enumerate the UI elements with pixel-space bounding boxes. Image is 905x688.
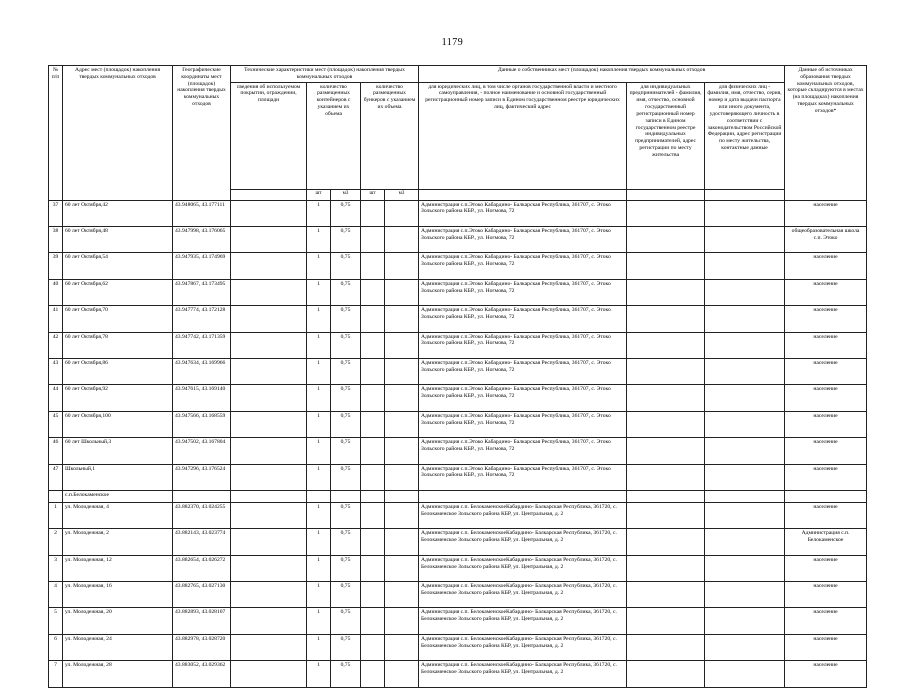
row-container-count: 1 bbox=[307, 332, 331, 358]
row-waste-source: общеобразовательная школа с.п. Этоко bbox=[785, 227, 867, 253]
table-row bbox=[49, 200, 867, 226]
row-number: 5 bbox=[49, 608, 63, 634]
header-bunkers: количество размещенных бункеров с указанием их объема bbox=[361, 82, 419, 189]
row-owner-ip bbox=[627, 555, 705, 581]
row-container-volume: 0,75 bbox=[331, 661, 361, 687]
row-number: 2 bbox=[49, 529, 63, 555]
row-address: ул. Молодежная, 24 bbox=[63, 634, 173, 660]
table-row bbox=[49, 634, 867, 660]
header-individuals: для физических лиц - фамилия, имя, отчество, серия, номер и дата выдачи паспорта или иного документа, удостоверяющего личность в соответствии с законодательством Российской Федерации, адрес регистрации по месту жительства, контактные данные bbox=[705, 82, 785, 189]
row-owner-ip bbox=[627, 227, 705, 253]
header-surface-unit bbox=[231, 189, 307, 200]
row-container-count: 1 bbox=[307, 582, 331, 608]
row-owner-ip bbox=[627, 279, 705, 305]
table-row bbox=[49, 332, 867, 358]
row-surface bbox=[231, 582, 307, 608]
row-owner-legal: Администрация с.п. БелокаменскоеКабардино- Балкарская Республика, 361720, с. Белокаменское Зольского района КБР, ул. Центральная, д. 2 bbox=[419, 608, 627, 634]
row-owner-ip bbox=[627, 306, 705, 332]
row-waste-source: население bbox=[785, 661, 867, 687]
row-number: 3 bbox=[49, 555, 63, 581]
section-empty-cell bbox=[361, 490, 385, 502]
row-address: 60 лет Октября,42 bbox=[63, 200, 173, 226]
row-owner-individual bbox=[705, 608, 785, 634]
row-owner-individual bbox=[705, 358, 785, 384]
row-owner-ip bbox=[627, 332, 705, 358]
row-container-count: 1 bbox=[307, 555, 331, 581]
row-waste-source: население bbox=[785, 608, 867, 634]
row-address: 60 лет Октября,54 bbox=[63, 253, 173, 279]
table-row bbox=[49, 279, 867, 305]
row-bunker-volume bbox=[385, 358, 419, 384]
row-address: Школьный,1 bbox=[63, 464, 173, 490]
row-bunker-volume bbox=[385, 306, 419, 332]
row-owner-legal: Администрация с.п. БелокаменскоеКабардино- Балкарская Республика, 361720, с. Белокаменское Зольского района КБР, ул. Центральная, д. 2 bbox=[419, 582, 627, 608]
row-owner-legal: Администрация с.п.Этоко Кабардино- Балкарская Республика, 361707, с. Этоко Зольского района КБР., ул. Ногмова, 72 bbox=[419, 464, 627, 490]
header-technical: Технические характеристики мест (площадок) накопления твердых коммунальных отходов bbox=[231, 66, 419, 83]
header-num: № п/п bbox=[49, 66, 63, 201]
row-waste-source: население bbox=[785, 464, 867, 490]
row-number: 43 bbox=[49, 358, 63, 384]
row-waste-source: население bbox=[785, 306, 867, 332]
row-container-volume: 0,75 bbox=[331, 306, 361, 332]
row-owner-legal: Администрация с.п.Этоко Кабардино- Балкарская Республика, 361707, с. Этоко Зольского района КБР., ул. Ногмова, 72 bbox=[419, 385, 627, 411]
table-row bbox=[49, 438, 867, 464]
row-surface bbox=[231, 634, 307, 660]
row-container-count: 1 bbox=[307, 200, 331, 226]
row-bunker-count bbox=[361, 279, 385, 305]
row-bunker-volume bbox=[385, 529, 419, 555]
row-surface bbox=[231, 306, 307, 332]
row-bunker-count bbox=[361, 634, 385, 660]
header-address: Адрес мест (площадок) накопления твердых коммунальных отходов bbox=[63, 66, 173, 201]
row-bunker-count bbox=[361, 529, 385, 555]
row-number: 1 bbox=[49, 502, 63, 528]
row-waste-source: население bbox=[785, 411, 867, 437]
row-owner-legal: Администрация с.п. БелокаменскоеКабардино- Балкарская Республика, 361720, с. Белокаменское Зольского района КБР, ул. Центральная, д. 2 bbox=[419, 529, 627, 555]
row-container-count: 1 bbox=[307, 227, 331, 253]
header-surface: сведения об используемом покрытии, ограждении, площади bbox=[231, 82, 307, 189]
row-bunker-volume bbox=[385, 438, 419, 464]
row-address: 60 лет Октября,48 bbox=[63, 227, 173, 253]
table-row bbox=[49, 529, 867, 555]
row-bunker-volume bbox=[385, 464, 419, 490]
row-number: 37 bbox=[49, 200, 63, 226]
row-owner-individual bbox=[705, 227, 785, 253]
row-container-count: 1 bbox=[307, 608, 331, 634]
row-coordinates: 43.882370, 43.024255 bbox=[173, 502, 231, 528]
row-container-count: 1 bbox=[307, 634, 331, 660]
header-bunkers-m3: м3 bbox=[385, 189, 419, 200]
row-owner-ip bbox=[627, 358, 705, 384]
header-ip-unit bbox=[627, 189, 705, 200]
row-container-count: 1 bbox=[307, 279, 331, 305]
row-address: ул. Молодежная, 28 bbox=[63, 661, 173, 687]
row-number: 42 bbox=[49, 332, 63, 358]
row-container-count: 1 bbox=[307, 661, 331, 687]
row-owner-legal: Администрация с.п.Этоко Кабардино- Балкарская Республика, 361707, с. Этоко Зольского района КБР., ул. Ногмова, 72 bbox=[419, 438, 627, 464]
row-number: 47 bbox=[49, 464, 63, 490]
row-number: 38 bbox=[49, 227, 63, 253]
row-owner-legal: Администрация с.п. БелокаменскоеКабардино- Балкарская Республика, 361720, с. Белокаменское Зольского района КБР, ул. Центральная, д. 2 bbox=[419, 555, 627, 581]
row-owner-individual bbox=[705, 253, 785, 279]
row-number: 6 bbox=[49, 634, 63, 660]
row-bunker-count bbox=[361, 661, 385, 687]
row-owner-legal: Администрация с.п. БелокаменскоеКабардино- Балкарская Республика, 361720, с. Белокаменское Зольского района КБР, ул. Центральная, д. 2 bbox=[419, 634, 627, 660]
row-bunker-count bbox=[361, 608, 385, 634]
row-owner-ip bbox=[627, 661, 705, 687]
row-waste-source: население bbox=[785, 358, 867, 384]
row-coordinates: 43.882654, 43.026272 bbox=[173, 555, 231, 581]
row-container-volume: 0,75 bbox=[331, 279, 361, 305]
row-bunker-count bbox=[361, 438, 385, 464]
row-bunker-volume bbox=[385, 502, 419, 528]
row-bunker-volume bbox=[385, 200, 419, 226]
row-waste-source: население bbox=[785, 385, 867, 411]
row-surface bbox=[231, 502, 307, 528]
row-owner-individual bbox=[705, 385, 785, 411]
header-containers-m3: м3 bbox=[331, 189, 361, 200]
section-empty-cell bbox=[785, 490, 867, 502]
section-empty-cell bbox=[331, 490, 361, 502]
table-row bbox=[49, 253, 867, 279]
row-waste-source: население bbox=[785, 502, 867, 528]
row-number: 41 bbox=[49, 306, 63, 332]
row-container-volume: 0,75 bbox=[331, 582, 361, 608]
table-row bbox=[49, 555, 867, 581]
row-owner-individual bbox=[705, 529, 785, 555]
section-title: с.п.Белокаменское bbox=[63, 490, 173, 502]
row-owner-individual bbox=[705, 661, 785, 687]
header-owners: Данные о собственниках мест (площадок) накопления твердых коммунальных отходов bbox=[419, 66, 785, 83]
row-owner-ip bbox=[627, 411, 705, 437]
row-container-count: 1 bbox=[307, 529, 331, 555]
row-container-volume: 0,75 bbox=[331, 464, 361, 490]
row-container-volume: 0,75 bbox=[331, 227, 361, 253]
row-bunker-count bbox=[361, 332, 385, 358]
row-owner-individual bbox=[705, 306, 785, 332]
row-surface bbox=[231, 227, 307, 253]
row-address: 60 лет Октября,100 bbox=[63, 411, 173, 437]
row-bunker-volume bbox=[385, 634, 419, 660]
row-surface bbox=[231, 332, 307, 358]
row-container-count: 1 bbox=[307, 411, 331, 437]
section-empty-cell bbox=[705, 490, 785, 502]
row-owner-individual bbox=[705, 438, 785, 464]
row-owner-individual bbox=[705, 634, 785, 660]
row-coordinates: 43.882978, 43.028720 bbox=[173, 634, 231, 660]
row-container-volume: 0,75 bbox=[331, 502, 361, 528]
row-container-volume: 0,75 bbox=[331, 358, 361, 384]
section-empty-cell bbox=[307, 490, 331, 502]
row-address: 60 лет Октября,70 bbox=[63, 306, 173, 332]
row-bunker-volume bbox=[385, 411, 419, 437]
row-address: 60 лет Школьный,3 bbox=[63, 438, 173, 464]
section-empty-cell bbox=[385, 490, 419, 502]
row-owner-ip bbox=[627, 582, 705, 608]
row-surface bbox=[231, 411, 307, 437]
table-row bbox=[49, 464, 867, 490]
header-bunkers-pcs: шт bbox=[361, 189, 385, 200]
row-address: ул. Молодежная, 20 bbox=[63, 608, 173, 634]
row-owner-individual bbox=[705, 582, 785, 608]
row-waste-source: население bbox=[785, 634, 867, 660]
row-bunker-count bbox=[361, 385, 385, 411]
row-bunker-volume bbox=[385, 227, 419, 253]
row-owner-legal: Администрация с.п.Этоко Кабардино- Балкарская Республика, 361707, с. Этоко Зольского района КБР., ул. Ногмова, 72 bbox=[419, 332, 627, 358]
section-empty-cell bbox=[419, 490, 627, 502]
row-container-volume: 0,75 bbox=[331, 634, 361, 660]
row-coordinates: 43.883052, 43.029362 bbox=[173, 661, 231, 687]
header-legal-entities: для юридических лиц, в том числе органов государственной власти и местного самоуправления, - полное наименование и основной государственный регистрационный номер записи в Едином государственном реестре юридических лиц, фактический адрес bbox=[419, 82, 627, 189]
row-bunker-count bbox=[361, 358, 385, 384]
row-owner-legal: Администрация с.п. БелокаменскоеКабардино- Балкарская Республика, 361720, с. Белокаменское Зольского района КБР, ул. Центральная, д. 2 bbox=[419, 502, 627, 528]
row-number: 40 bbox=[49, 279, 63, 305]
row-address: ул. Молодежная, 2 bbox=[63, 529, 173, 555]
row-bunker-count bbox=[361, 227, 385, 253]
row-owner-legal: Администрация с.п.Этоко Кабардино- Балкарская Республика, 361707, с. Этоко Зольского района КБР., ул. Ногмова, 72 bbox=[419, 227, 627, 253]
row-address: 60 лет Октября,62 bbox=[63, 279, 173, 305]
row-owner-individual bbox=[705, 464, 785, 490]
row-container-count: 1 bbox=[307, 358, 331, 384]
row-bunker-count bbox=[361, 253, 385, 279]
row-owner-legal: Администрация с.п.Этоко Кабардино- Балкарская Республика, 361707, с. Этоко Зольского района КБР., ул. Ногмова, 72 bbox=[419, 306, 627, 332]
row-coordinates: 43.947502, 43.167804 bbox=[173, 438, 231, 464]
row-bunker-volume bbox=[385, 253, 419, 279]
row-container-volume: 0,75 bbox=[331, 438, 361, 464]
row-waste-source: население bbox=[785, 279, 867, 305]
table-row bbox=[49, 582, 867, 608]
table-row bbox=[49, 227, 867, 253]
row-number: 39 bbox=[49, 253, 63, 279]
section-empty-cell bbox=[231, 490, 307, 502]
row-coordinates: 43.882765, 43.027130 bbox=[173, 582, 231, 608]
row-coordinates: 43.882893, 43.028107 bbox=[173, 608, 231, 634]
row-address: 60 лет Октября,78 bbox=[63, 332, 173, 358]
table-row bbox=[49, 385, 867, 411]
row-address: 60 лет Октября,86 bbox=[63, 358, 173, 384]
page-number: 1179 bbox=[441, 37, 464, 48]
row-container-count: 1 bbox=[307, 253, 331, 279]
row-surface bbox=[231, 529, 307, 555]
row-address: ул. Молодежная, 16 bbox=[63, 582, 173, 608]
row-owner-legal: Администрация с.п.Этоко Кабардино- Балкарская Республика, 361707, с. Этоко Зольского района КБР., ул. Ногмова, 72 bbox=[419, 358, 627, 384]
row-container-volume: 0,75 bbox=[331, 200, 361, 226]
row-coordinates: 43.947296, 43.176524 bbox=[173, 464, 231, 490]
row-waste-source: население bbox=[785, 332, 867, 358]
row-container-volume: 0,75 bbox=[331, 608, 361, 634]
row-surface bbox=[231, 661, 307, 687]
row-bunker-count bbox=[361, 582, 385, 608]
row-coordinates: 43.947634, 43.169966 bbox=[173, 358, 231, 384]
row-container-volume: 0,75 bbox=[331, 385, 361, 411]
row-coordinates: 43.947566, 43.168559 bbox=[173, 411, 231, 437]
row-coordinates: 43.882143, 43.023774 bbox=[173, 529, 231, 555]
header-coordinates: Географические координаты мест (площадок) накопления твердых коммунальных отходов bbox=[173, 66, 231, 201]
table-row bbox=[49, 411, 867, 437]
row-bunker-volume bbox=[385, 332, 419, 358]
row-owner-legal: Администрация с.п. БелокаменскоеКабардино- Балкарская Республика, 361720, с. Белокаменское Зольского района КБР, ул. Центральная, д. 2 bbox=[419, 661, 627, 687]
row-container-volume: 0,75 bbox=[331, 529, 361, 555]
row-number: 4 bbox=[49, 582, 63, 608]
row-number: 46 bbox=[49, 438, 63, 464]
row-owner-legal: Администрация с.п.Этоко Кабардино- Балкарская Республика, 361707, с. Этоко Зольского района КБР., ул. Ногмова, 72 bbox=[419, 411, 627, 437]
table-row bbox=[49, 661, 867, 687]
header-sources: Данные об источниках образования твердых коммунальных отходов, которые складируются в местах (на площадках) накопления твердых коммунальных отходов* bbox=[785, 66, 867, 201]
header-legal-unit bbox=[419, 189, 627, 200]
row-surface bbox=[231, 279, 307, 305]
row-bunker-volume bbox=[385, 608, 419, 634]
row-bunker-count bbox=[361, 200, 385, 226]
row-bunker-count bbox=[361, 502, 385, 528]
row-owner-individual bbox=[705, 279, 785, 305]
row-surface bbox=[231, 358, 307, 384]
row-address: ул. Молодежная, 12 bbox=[63, 555, 173, 581]
row-bunker-volume bbox=[385, 279, 419, 305]
row-owner-legal: Администрация с.п.Этоко Кабардино- Балкарская Республика, 361707, с. Этоко Зольского района КБР., ул. Ногмова, 72 bbox=[419, 253, 627, 279]
waste-sites-table bbox=[48, 65, 867, 688]
header-containers: количество размещенных контейнеров с указанием их объема bbox=[307, 82, 361, 189]
row-owner-individual bbox=[705, 200, 785, 226]
table-body bbox=[49, 200, 867, 687]
row-surface bbox=[231, 200, 307, 226]
row-number: 45 bbox=[49, 411, 63, 437]
section-empty-cell bbox=[173, 490, 231, 502]
row-owner-legal: Администрация с.п.Этоко Кабардино- Балкарская Республика, 361707, с. Этоко Зольского района КБР., ул. Ногмова, 72 bbox=[419, 279, 627, 305]
row-owner-individual bbox=[705, 502, 785, 528]
row-owner-ip bbox=[627, 608, 705, 634]
row-coordinates: 43.947867, 43.173495 bbox=[173, 279, 231, 305]
row-bunker-volume bbox=[385, 661, 419, 687]
row-container-volume: 0,75 bbox=[331, 411, 361, 437]
row-waste-source: население bbox=[785, 582, 867, 608]
row-coordinates: 43.947774, 43.172128 bbox=[173, 306, 231, 332]
row-surface bbox=[231, 464, 307, 490]
row-bunker-count bbox=[361, 306, 385, 332]
row-owner-ip bbox=[627, 253, 705, 279]
row-container-count: 1 bbox=[307, 438, 331, 464]
row-bunker-volume bbox=[385, 582, 419, 608]
row-coordinates: 43.947935, 43.174969 bbox=[173, 253, 231, 279]
row-bunker-count bbox=[361, 464, 385, 490]
row-owner-individual bbox=[705, 411, 785, 437]
row-surface bbox=[231, 253, 307, 279]
row-owner-ip bbox=[627, 502, 705, 528]
table-row bbox=[49, 306, 867, 332]
row-container-volume: 0,75 bbox=[331, 555, 361, 581]
row-surface bbox=[231, 555, 307, 581]
row-owner-ip bbox=[627, 438, 705, 464]
row-container-volume: 0,75 bbox=[331, 332, 361, 358]
row-surface bbox=[231, 385, 307, 411]
table-header bbox=[49, 66, 867, 201]
table-row bbox=[49, 358, 867, 384]
header-entrepreneurs: для индивидуальных предпринимателей - фамилия, имя, отчество, основной государственный регистрационный номер записи в Едином государственном реестре индивидуальных предпринимателей, адрес регистрации по месту жительства bbox=[627, 82, 705, 189]
row-owner-individual bbox=[705, 332, 785, 358]
row-container-count: 1 bbox=[307, 306, 331, 332]
row-address: ул. Молодежная, 4 bbox=[63, 502, 173, 528]
row-owner-ip bbox=[627, 634, 705, 660]
row-owner-individual bbox=[705, 555, 785, 581]
row-bunker-volume bbox=[385, 555, 419, 581]
table-row bbox=[49, 608, 867, 634]
row-owner-ip bbox=[627, 464, 705, 490]
row-container-count: 1 bbox=[307, 385, 331, 411]
row-waste-source: население bbox=[785, 253, 867, 279]
row-container-volume: 0,75 bbox=[331, 253, 361, 279]
header-ind-unit bbox=[705, 189, 785, 200]
row-address: 60 лет Октября,92 bbox=[63, 385, 173, 411]
row-waste-source: население bbox=[785, 438, 867, 464]
row-owner-ip bbox=[627, 385, 705, 411]
row-bunker-volume bbox=[385, 385, 419, 411]
row-surface bbox=[231, 608, 307, 634]
header-containers-pcs: шт bbox=[307, 189, 331, 200]
row-owner-ip bbox=[627, 200, 705, 226]
row-container-count: 1 bbox=[307, 502, 331, 528]
row-number: 44 bbox=[49, 385, 63, 411]
table-row bbox=[49, 502, 867, 528]
row-bunker-count bbox=[361, 411, 385, 437]
section-num bbox=[49, 490, 63, 502]
row-coordinates: 43.948065, 43.177111 bbox=[173, 200, 231, 226]
section-row bbox=[49, 490, 867, 502]
row-waste-source: население bbox=[785, 200, 867, 226]
section-empty-cell bbox=[627, 490, 705, 502]
row-bunker-count bbox=[361, 555, 385, 581]
row-waste-source: Администрация с.п. Белокаменское bbox=[785, 529, 867, 555]
row-coordinates: 43.947742, 43.171359 bbox=[173, 332, 231, 358]
row-container-count: 1 bbox=[307, 464, 331, 490]
row-coordinates: 43.947615, 43.169140 bbox=[173, 385, 231, 411]
row-surface bbox=[231, 438, 307, 464]
row-waste-source: население bbox=[785, 555, 867, 581]
row-coordinates: 43.947998, 43.176065 bbox=[173, 227, 231, 253]
row-number: 7 bbox=[49, 661, 63, 687]
row-owner-ip bbox=[627, 529, 705, 555]
row-owner-legal: Администрация с.п.Этоко Кабардино- Балкарская Республика, 361707, с. Этоко Зольского района КБР., ул. Ногмова, 72 bbox=[419, 200, 627, 226]
